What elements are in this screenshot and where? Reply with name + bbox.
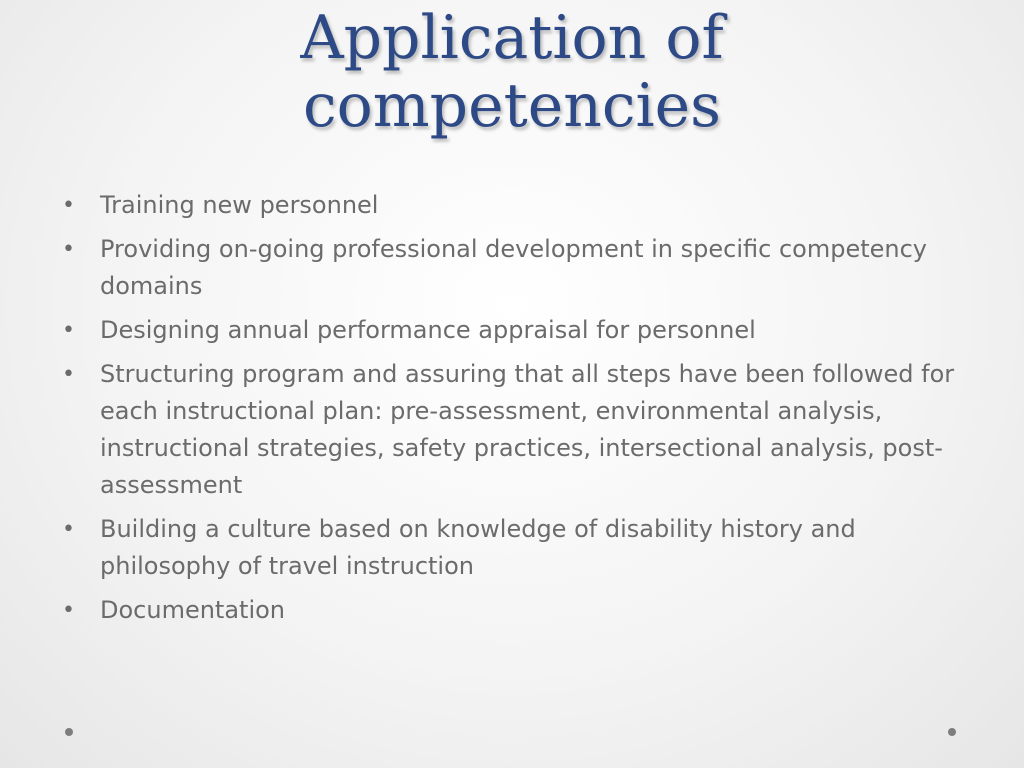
bullet-text: Providing on-going professional development in specific competency domains (100, 235, 927, 300)
bullet-dot-icon: • (62, 318, 75, 343)
bullet-list (60, 187, 960, 636)
bullet-item-training (60, 187, 960, 224)
bullet-dot-icon: • (62, 517, 75, 542)
slide-title (80, 4, 944, 140)
bullet-text: Building a culture based on knowledge of disability history and philosophy of travel instruction (100, 515, 856, 580)
bullet-text: Structuring program and assuring that all steps have been followed for each instructional plan: pre-assessment, environmental analysis, instructional strategies, safety practices, intersectional analysis, post-assessment (100, 360, 955, 499)
bullet-item-structuring-program (60, 356, 960, 504)
bullet-item-professional-development (60, 231, 960, 305)
bullet-text: Documentation (100, 596, 286, 624)
bullet-item-performance-appraisal (60, 312, 960, 349)
title-line-2: competencies (303, 71, 721, 141)
bullet-text: Training new personnel (100, 191, 379, 219)
bullet-item-building-culture (60, 511, 960, 585)
bullet-dot-icon: • (62, 193, 75, 218)
bullet-dot-icon: • (62, 362, 75, 387)
bullet-text: Designing annual performance appraisal for personnel (100, 316, 756, 344)
title-line-1: Application of (300, 3, 724, 73)
bullet-dot-icon: • (62, 598, 75, 623)
corner-dot-left-icon (65, 728, 73, 736)
corner-dot-right-icon (948, 728, 956, 736)
bullet-item-documentation (60, 592, 960, 629)
bullet-dot-icon: • (62, 237, 75, 262)
